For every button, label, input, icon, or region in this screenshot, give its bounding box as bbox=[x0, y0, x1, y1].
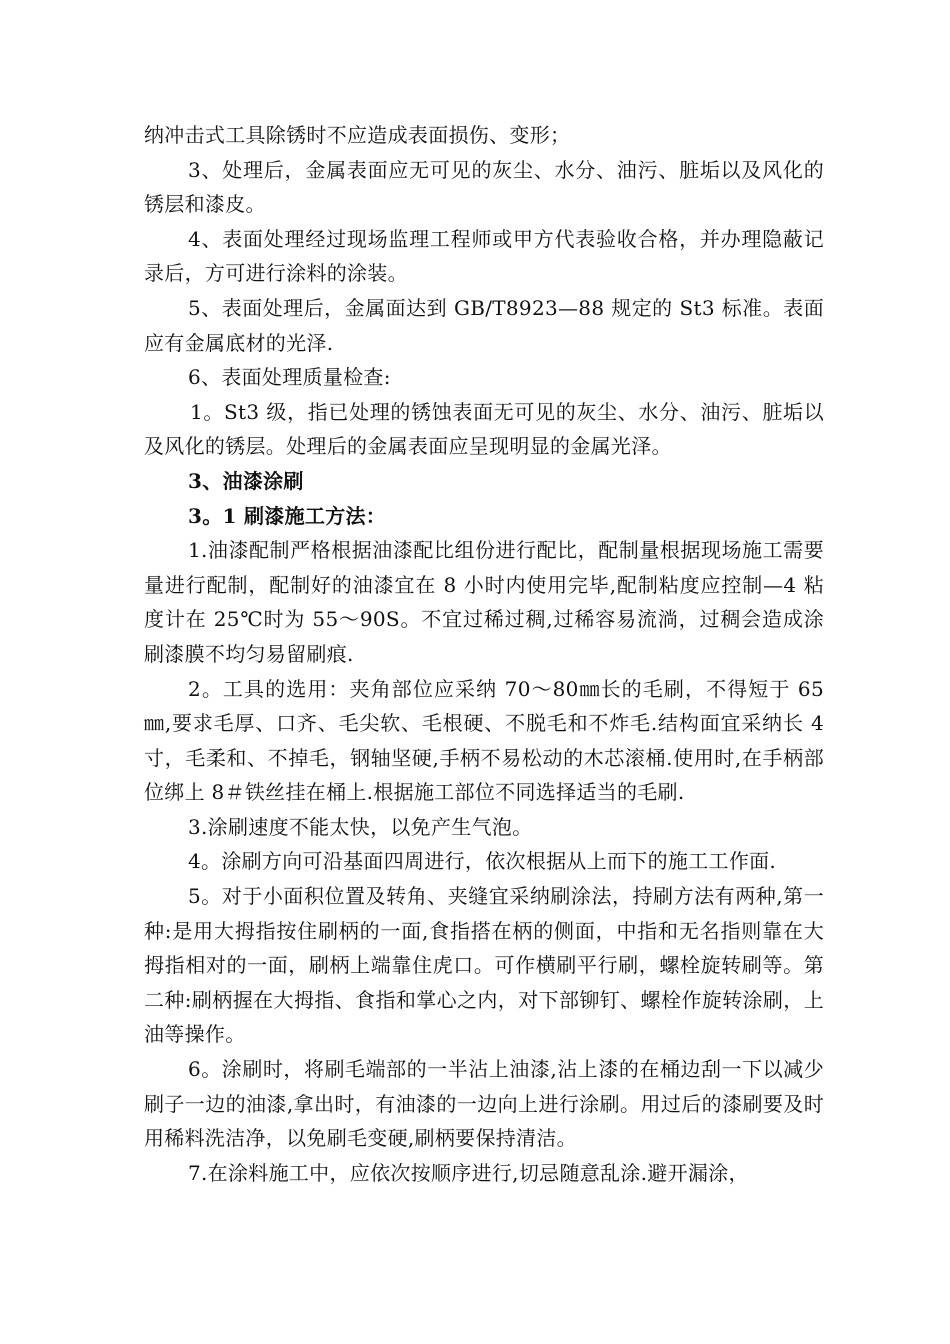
paragraph-step-3: 3.涂刷速度不能太快，以免产生气泡。 bbox=[188, 814, 533, 839]
paragraph-step-5: 5。对于小面积位置及转角、夹缝宜采纳刷涂法，持刷方法有两种,第一种:是用大拇指按住刷柄的一面,食指搭在柄的侧面，中指和无名指则靠在大拇指相对的一面，刷柄上端靠住虎口。可作横刷平行刷，螺栓旋转刷等。第二种:刷柄握在大拇指、食指和掌心之内，对下部铆钉、螺栓作旋转涂刷，上油等操作。 bbox=[144, 884, 824, 1047]
paragraph-continuation: 纳冲击式工具除锈时不应造成表面损伤、变形； bbox=[144, 123, 571, 147]
subsection-heading-brushing-method: 3。1 刷漆施工方法： bbox=[188, 503, 387, 528]
section-heading-paint-brushing: 3、油漆涂刷 bbox=[188, 468, 304, 493]
paragraph-step-2: 2。工具的选用：夹角部位应采纳 70～80㎜长的毛刷，不得短于 65㎜,要求毛厚、口齐、毛尖软、毛根硬、不脱毛和不炸毛.结构面宜采纳长 4 寸，毛柔和、不掉毛，钢轴坚硬,手柄不易松动的木芯滚桶.使用时,在手柄部位绑上 8＃铁丝挂在桶上.根据施工部位不同选择适当的毛刷. bbox=[144, 676, 824, 805]
paragraph-step-6: 6。涂刷时，将刷毛端部的一半沾上油漆,沾上漆的在桶边刮一下以减少刷子一边的油漆,拿出时，有油漆的一边向上进行涂刷。用过后的漆刷要及时用稀料洗洁净，以免刷毛变硬,刷柄要保持清洁。 bbox=[144, 1057, 824, 1151]
paragraph-item-6: 6、表面处理质量检查: bbox=[188, 365, 391, 390]
paragraph-st3-grade: 1。St3 级，指已处理的锈蚀表面无可见的灰尘、水分、油污、脏垢以及风化的锈层。处理后的金属表面应呈现明显的金属光泽。 bbox=[144, 399, 824, 459]
paragraph-item-3: 3、处理后，金属表面应无可见的灰尘、水分、油污、脏垢以及风化的锈层和漆皮。 bbox=[144, 157, 824, 217]
paragraph-step-4: 4。涂刷方向可沿基面四周进行，依次根据从上而下的施工工作面. bbox=[188, 849, 777, 874]
paragraph-item-4: 4、表面处理经过现场监理工程师或甲方代表验收合格，并办理隐蔽记录后，方可进行涂料的涂装。 bbox=[144, 226, 824, 286]
document-body bbox=[144, 118, 824, 1190]
paragraph-step-7: 7.在涂料施工中，应依次按顺序进行,切忌随意乱涂.避开漏涂， bbox=[188, 1160, 749, 1185]
paragraph-step-1: 1.油漆配制严格根据油漆配比组份进行配比，配制量根据现场施工需要量进行配制，配制好的油漆宜在 8 小时内使用完毕,配制粘度应控制—4 粘度计在 25℃时为 55～90S。不宜过稀过稠,过稀容易流淌，过稠会造成涂刷漆膜不均匀易留刷痕. bbox=[144, 538, 824, 666]
paragraph-item-5: 5、表面处理后，金属面达到 GB/T8923—88 规定的 St3 标准。表面应有金属底材的光泽. bbox=[144, 295, 824, 355]
